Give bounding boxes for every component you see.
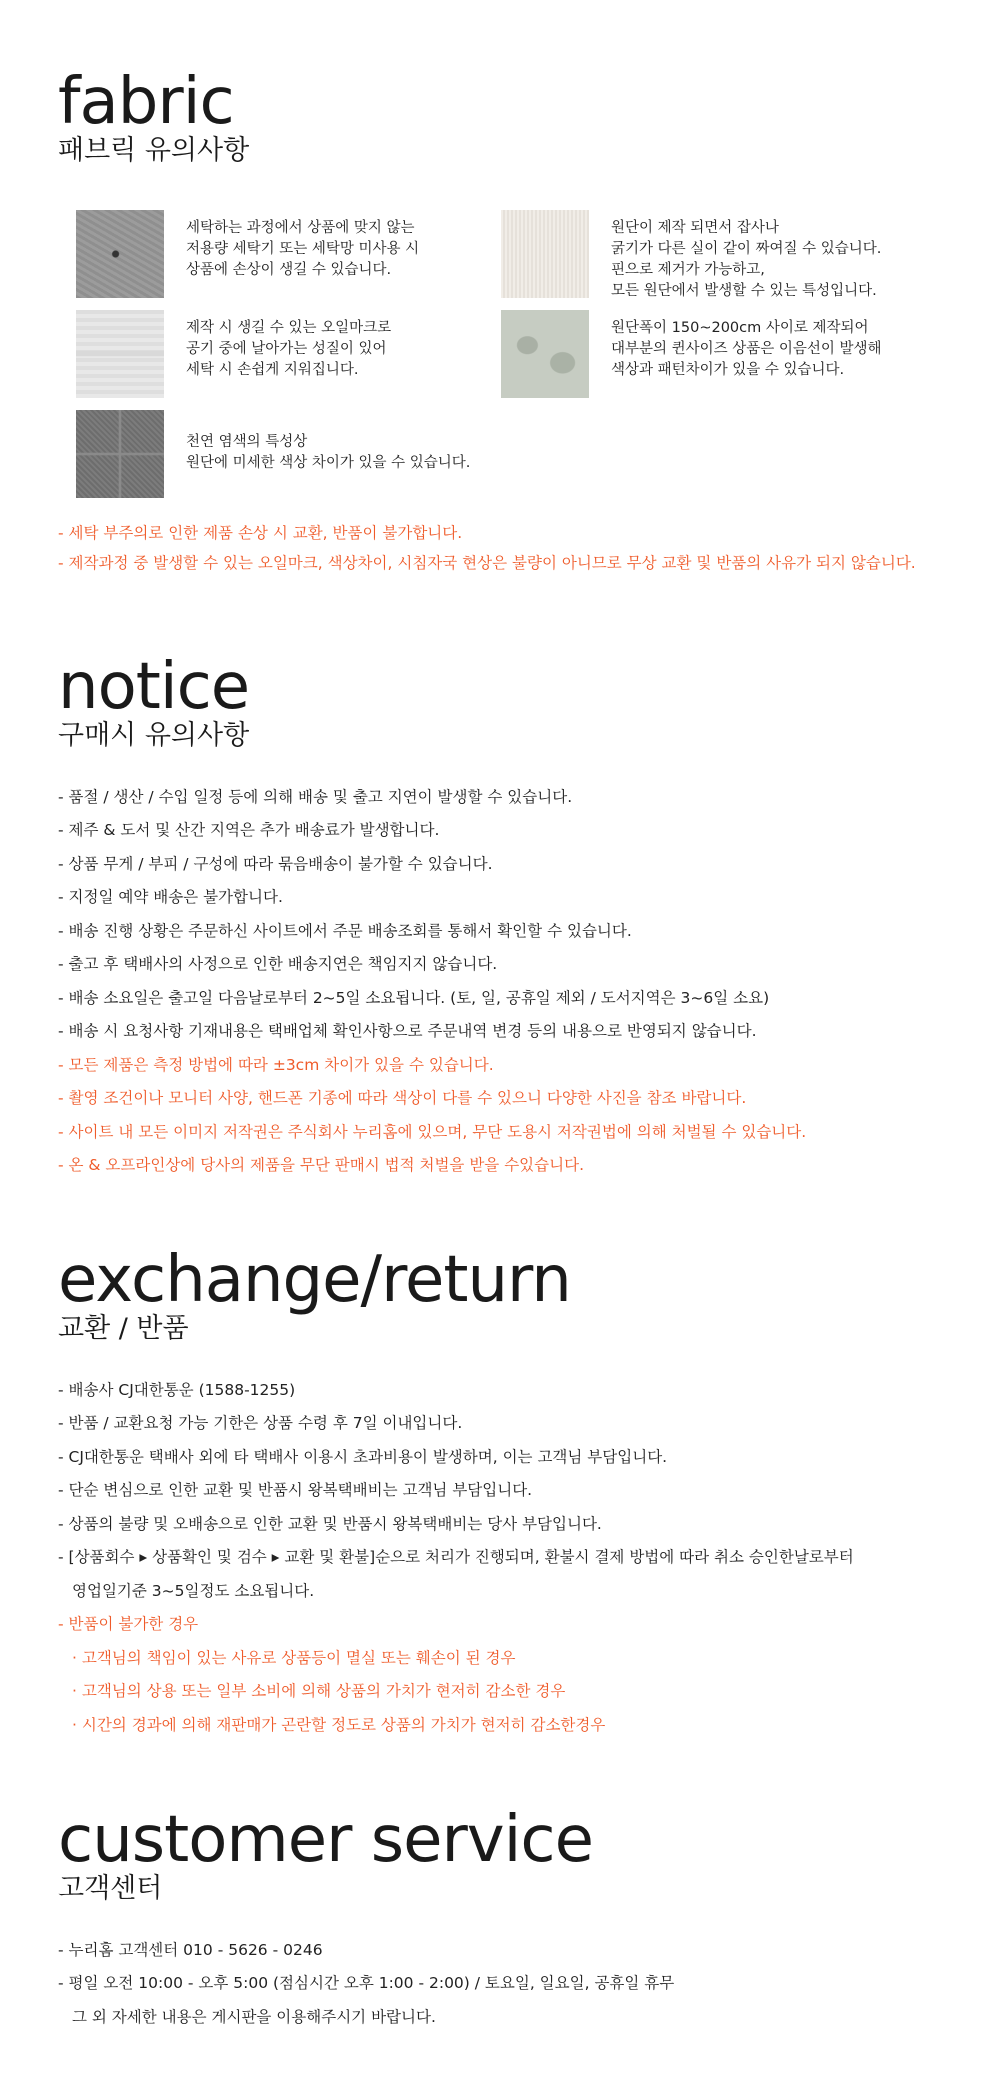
notice-line: - 배송 진행 상황은 주문하신 사이트에서 주문 배송조회를 통해서 확인할 수 있습니다. xyxy=(58,921,632,940)
fabric-item-seam-line xyxy=(501,310,941,398)
exchange-continuation-line: 영업일기준 3~5일정도 소요됩니다. xyxy=(72,1581,315,1600)
fabric-swatch-image xyxy=(76,210,164,298)
notice-subtitle: 구매시 유의사항 xyxy=(58,720,250,751)
notice-line: - 제주 & 도서 및 산간 지역은 추가 배송료가 발생합니다. xyxy=(58,821,440,840)
return-unavailable-item: · 고객님의 상용 또는 일부 소비에 의해 상품의 가치가 현저히 감소한 경우 xyxy=(72,1682,566,1701)
notice-line: - 배송 시 요청사항 기재내용은 택배업체 확인사항으로 주문내역 변경 등의 내용으로 반영되지 않습니다. xyxy=(58,1022,757,1041)
exchange-title: exchange/return xyxy=(58,1243,571,1317)
notice-warning-line: - 사이트 내 모든 이미지 저작권은 주식회사 누리홈에 있으며, 무단 도용시 저작권법에 의해 처벌될 수 있습니다. xyxy=(58,1122,807,1141)
fabric-item-oil-mark xyxy=(76,310,516,398)
customer-service-line: - 평일 오전 10:00 - 오후 5:00 (점심시간 오후 1:00 - 2:00) / 토요일, 일요일, 공휴일 휴무 xyxy=(58,1974,675,1993)
exchange-return-section xyxy=(58,1243,958,1742)
fabric-warning-line: - 세탁 부주의로 인한 제품 손상 시 교환, 반품이 불가합니다. xyxy=(58,524,463,542)
notice-warning-line: - 온 & 오프라인상에 당사의 제품을 무단 판매시 법적 처벌을 받을 수있습니다. xyxy=(58,1156,584,1175)
customer-service-list xyxy=(58,1934,958,2035)
fabric-section xyxy=(58,65,958,572)
fabric-title: fabric xyxy=(58,65,234,139)
fabric-swatch-image xyxy=(501,310,589,398)
notice-warning-line: - 모든 제품은 측정 방법에 따라 ±3cm 차이가 있을 수 있습니다. xyxy=(58,1055,494,1074)
fabric-subtitle: 패브릭 유의사항 xyxy=(58,135,250,166)
notice-title: notice xyxy=(58,650,250,724)
notice-line: - 상품 무게 / 부피 / 구성에 따라 묶음배송이 불가할 수 있습니다. xyxy=(58,854,493,873)
notice-section xyxy=(58,650,958,1183)
exchange-line: - 반품 / 교환요청 가능 기한은 상품 수령 후 7일 이내입니다. xyxy=(58,1414,463,1433)
fabric-swatch-image xyxy=(501,210,589,298)
notice-line: - 배송 소요일은 출고일 다음날로부터 2~5일 소요됩니다. (토, 일, 공휴일 제외 / 도서지역은 3~6일 소요) xyxy=(58,988,770,1007)
return-unavailable-item: · 시간의 경과에 의해 재판매가 곤란할 정도로 상품의 가치가 현저히 감소한경우 xyxy=(72,1715,606,1734)
customer-service-continuation-line: 그 외 자세한 내용은 게시판을 이용해주시기 바랍니다. xyxy=(72,2007,436,2026)
notice-line: - 품절 / 생산 / 수입 일정 등에 의해 배송 및 출고 지연이 발생할 수 있습니다. xyxy=(58,787,573,806)
fabric-item-text: 원단폭이 150~200cm 사이로 제작되어 대부분의 퀸사이즈 상품은 이음선이 발생해 색상과 패턴차이가 있을 수 있습니다. xyxy=(611,320,882,378)
exchange-list xyxy=(58,1374,958,1743)
exchange-line: - CJ대한통운 택배사 외에 타 택배사 이용시 초과비용이 발생하며, 이는 고객님 부담입니다. xyxy=(58,1447,668,1466)
exchange-line: - 배송사 CJ대한통운 (1588-1255) xyxy=(58,1380,296,1399)
fabric-item-text: 원단이 제작 되면서 잡사나 굵기가 다른 실이 같이 짜여질 수 있습니다. 핀으로 제거가 가능하고, 모든 원단에서 발생할 수 있는 특성입니다. xyxy=(611,220,882,299)
fabric-care-grid xyxy=(58,210,958,500)
exchange-line: - 상품의 불량 및 오배송으로 인한 교환 및 반품시 왕복택배비는 당사 부담입니다. xyxy=(58,1514,602,1533)
notice-warning-line: - 촬영 조건이나 모니터 사양, 핸드폰 기종에 따라 색상이 다를 수 있으니 다양한 사진을 참조 바랍니다. xyxy=(58,1089,747,1108)
customer-service-section xyxy=(58,1803,958,2034)
return-unavailable-heading: - 반품이 불가한 경우 xyxy=(58,1615,199,1634)
fabric-item-text: 제작 시 생길 수 있는 오일마크로 공기 중에 날아가는 성질이 있어 세탁 시 손쉽게 지워집니다. xyxy=(186,320,392,378)
fabric-item-natural-dye xyxy=(76,410,516,498)
fabric-swatch-image xyxy=(76,410,164,498)
fabric-swatch-image xyxy=(76,310,164,398)
fabric-warnings xyxy=(58,518,958,578)
fabric-item-text: 천연 염색의 특성상 원단에 미세한 색상 차이가 있을 수 있습니다. xyxy=(186,434,471,471)
customer-service-title: customer service xyxy=(58,1803,593,1877)
notice-list xyxy=(58,781,958,1183)
fabric-item-stray-thread xyxy=(501,210,941,298)
exchange-subtitle: 교환 / 반품 xyxy=(58,1313,189,1344)
exchange-line: - [상품회수 ▸ 상품확인 및 검수 ▸ 교환 및 환불]순으로 처리가 진행되며, 환불시 결제 방법에 따라 취소 승인한날로부터 xyxy=(58,1548,854,1567)
fabric-warning-line: - 제작과정 중 발생할 수 있는 오일마크, 색상차이, 시침자국 현상은 불량이 아니므로 무상 교환 및 반품의 사유가 되지 않습니다. xyxy=(58,554,916,572)
notice-line: - 지정일 예약 배송은 불가합니다. xyxy=(58,888,283,907)
return-unavailable-item: · 고객님의 책임이 있는 사유로 상품등이 멸실 또는 훼손이 된 경우 xyxy=(72,1648,516,1667)
exchange-line: - 단순 변심으로 인한 교환 및 반품시 왕복택배비는 고객님 부담입니다. xyxy=(58,1481,533,1500)
customer-service-line: - 누리홈 고객센터 010 - 5626 - 0246 xyxy=(58,1940,323,1959)
notice-line: - 출고 후 택배사의 사정으로 인한 배송지연은 책임지지 않습니다. xyxy=(58,955,498,974)
customer-service-subtitle: 고객센터 xyxy=(58,1873,163,1904)
fabric-item-text: 세탁하는 과정에서 상품에 맞지 않는 저용량 세탁기 또는 세탁망 미사용 시 상품에 손상이 생길 수 있습니다. xyxy=(186,220,420,278)
fabric-item-low-capacity-washer xyxy=(76,210,516,298)
